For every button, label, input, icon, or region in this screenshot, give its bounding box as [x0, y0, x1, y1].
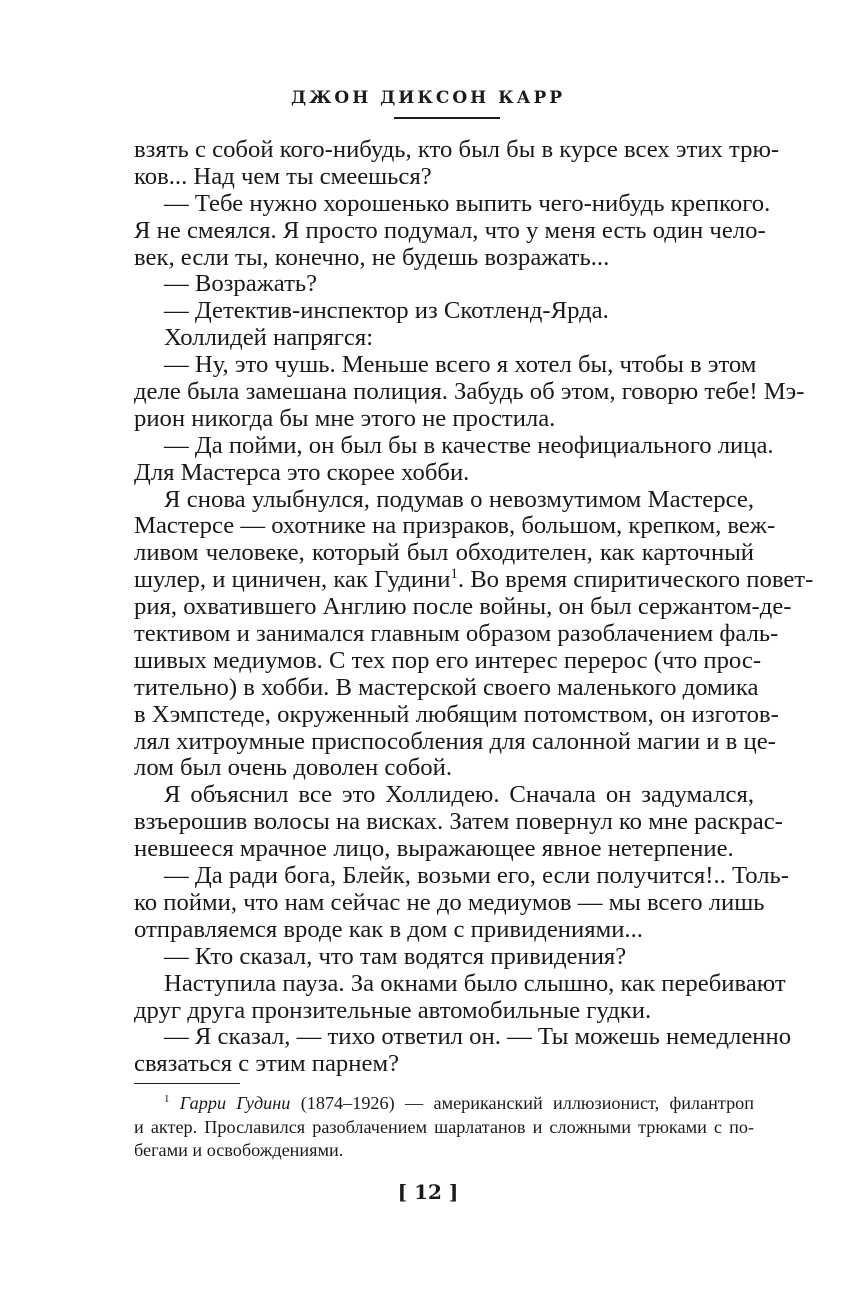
text-line: рион никогда бы мне этого не простила.	[134, 404, 556, 432]
text-line: ко пойми, что нам сейчас не до медиумов — мы всего лишь	[134, 888, 765, 916]
body-text	[134, 136, 814, 1078]
text-line-with-footnote	[134, 566, 814, 594]
footnote	[134, 1092, 754, 1163]
text-line: лял хитроумные приспособления для салонной магии и в це-	[134, 727, 776, 755]
text-line: связаться с этим парнем?	[134, 1050, 400, 1078]
text-line: — Да пойми, он был бы в качестве неофициального лица.	[164, 431, 774, 459]
text-line: отправляемся вроде как в дом с привидениями...	[134, 915, 643, 943]
text-line: век, если ты, конечно, не будешь возражать...	[134, 243, 610, 271]
header-rule	[394, 117, 500, 119]
text-line: — Да ради бога, Блейк, возьми его, если получится!.. Толь-	[164, 862, 790, 890]
text-line: взъерошив волосы на висках. Затем повернул ко мне раскрас-	[134, 808, 783, 836]
text-line: — Тебе нужно хорошенько выпить чего-нибудь крепкого.	[164, 189, 771, 217]
text-line: в Хэмпстеде, окруженный любящим потомством, он изготов-	[134, 700, 779, 728]
footnote-reference: 1	[450, 566, 458, 583]
footnote-rule	[134, 1083, 240, 1084]
text-line: ков... Над чем ты смеешься?	[134, 162, 432, 190]
footnote-name: Гарри Гудини	[179, 1093, 291, 1113]
footnote-line: и актер. Прославился разоблачением шарлатанов и сложными трюками с по-	[134, 1116, 754, 1137]
running-header-author: ДЖОН ДИКСОН КАРР	[290, 88, 566, 108]
text-line: Для Мастерса это скорее хобби.	[134, 458, 470, 486]
footnote-text: (1874–1926) — американский иллюзионист, филантроп	[290, 1093, 754, 1113]
footnote-marker: 1	[164, 1092, 170, 1105]
text-line: Я снова улыбнулся, подумав о невозмутимом Мастерсе,	[164, 485, 754, 513]
text-line: — Кто сказал, что там водятся привидения?	[164, 942, 627, 970]
text-line: невшееся мрачное лицо, выражающее явное нетерпение.	[134, 835, 734, 863]
text-line: шивых медиумов. С тех пор его интерес перерос (что прос-	[134, 646, 762, 674]
text-line: рия, охватившего Англию после войны, он был сержантом-де-	[134, 593, 792, 621]
text-line: — Ну, это чушь. Меньше всего я хотел бы, чтобы в этом	[164, 351, 757, 379]
page-number: [ 12 ]	[397, 1180, 459, 1204]
footnote-line	[134, 1092, 754, 1116]
text-segment: шулер, и циничен, как Гудини	[134, 566, 451, 594]
text-segment: . Во время спиритического повет-	[457, 566, 814, 594]
text-line: Я не смеялся. Я просто подумал, что у меня есть один чело-	[134, 216, 766, 244]
text-line: тективом и занимался главным образом разоблачением фаль-	[134, 620, 779, 648]
text-line: деле была замешана полиция. Забудь об этом, говорю тебе! Мэ-	[134, 378, 805, 406]
text-line: лом был очень доволен собой.	[134, 754, 453, 782]
text-line: — Детектив-инспектор из Скотленд-Ярда.	[164, 297, 609, 325]
footnote-line: бегами и освобождениями.	[134, 1140, 344, 1160]
text-line: — Возражать?	[164, 270, 318, 298]
text-line: Наступила пауза. За окнами было слышно, как перебивают	[164, 969, 786, 997]
text-line: — Я сказал, — тихо ответил он. — Ты можешь немедленно	[164, 1023, 792, 1051]
text-line: Мастерсе — охотнике на призраков, большом, крепком, веж-	[134, 512, 776, 540]
text-line: ливом человеке, который был обходителен, как карточный	[134, 539, 754, 567]
text-line: взять с собой кого-нибудь, кто был бы в курсе всех этих трю-	[134, 136, 780, 163]
text-line: друг друга пронзительные автомобильные гудки.	[134, 996, 652, 1024]
text-line: тительно) в хобби. В мастерской своего маленького домика	[134, 673, 759, 701]
text-line: Холлидей напрягся:	[164, 324, 374, 352]
text-line: Я объяснил все это Холлидею. Сначала он задумался,	[164, 781, 754, 809]
